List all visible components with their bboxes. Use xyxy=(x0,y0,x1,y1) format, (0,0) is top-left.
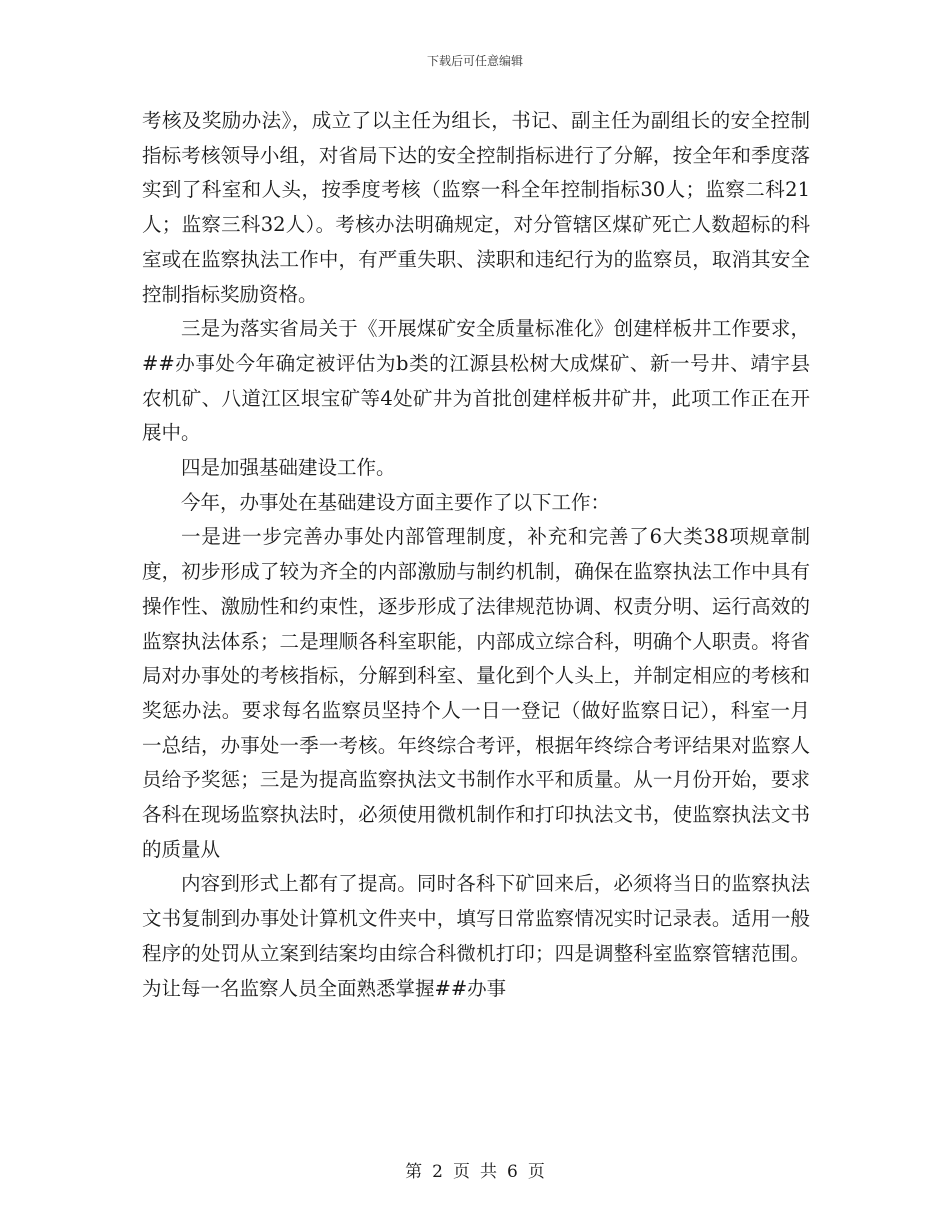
footer-suffix: 页 xyxy=(527,1162,545,1182)
paragraph-1: 考核及奖励办法》，成立了以主任为组长，书记、副主任为副组长的安全控制指标考核领导小组，对省局下达的安全控制指标进行了分解，按全年和季度落实到了科室和人头，按季度考核（监察一科全年控制指标30人；监察二科21人；监察三科32人）。考核办法明确规定，对分管辖区煤矿死亡人数超标的科室或在监察执法工作中，有严重失职、渎职和违纪行为的监察员，取消其安全控制指标奖励资格。 xyxy=(142,109,810,306)
paragraph-5: 一是进一步完善办事处内部管理制度，补充和完善了6大类38项规章制度，初步形成了较为齐全的内部激励与制约机制，确保在监察执法工作中具有操作性、激励性和约束性，逐步形成了法律规范协调、权责分明、运行高效的监察执法体系；二是理顺各科室职能，内部成立综合科，明确个人职责。将省局对办事处的考核指标，分解到科室、量化到个人头上，并制定相应的考核和奖惩办法。要求每名监察员坚持个人一日一登记（做好监察日记），科室一月一总结，办事处一季一考核。年终综合考评，根据年终综合考评结果对监察人员给予奖惩；三是为提高监察执法文书制作水平和质量。从一月份开始，要求各科在现场监察执法时，必须使用微机制作和打印执法文书，使监察执法文书的质量从 xyxy=(142,525,810,861)
footer-prefix: 第 xyxy=(405,1162,423,1182)
paragraph-2: 三是为落实省局关于《开展煤矿安全质量标准化》创建样板井工作要求，##办事处今年确定被评估为b类的江源县松树大成煤矿、新一号井、靖宇县农机矿、八道江区垠宝矿等4处矿井为首批创建样板井矿井，此项工作正在开展中。 xyxy=(142,317,810,445)
footer-page-word: 页 xyxy=(453,1162,470,1182)
page-number-footer xyxy=(0,1157,950,1182)
document-body xyxy=(142,104,810,1006)
paragraph-3: 四是加强基础建设工作。 xyxy=(181,456,396,480)
footer-total-pages: 6 xyxy=(507,1162,518,1182)
footer-total-prefix: 共 xyxy=(480,1162,497,1182)
paragraph-6: 内容到形式上都有了提高。同时各科下矿回来后，必须将当日的监察执法文书复制到办事处计算机文件夹中，填写日常监察情况实时记录表。适用一般程序的处罚从立案到结案均由综合科微机打印；四是调整科室监察管辖范围。为让每一名监察人员全面熟悉掌握##办事 xyxy=(142,872,810,1000)
footer-current-page: 2 xyxy=(432,1162,443,1182)
page-header-note: 下载后可任意编辑 xyxy=(426,54,523,68)
paragraph-4: 今年，办事处在基础建设方面主要作了以下工作： xyxy=(181,490,611,514)
